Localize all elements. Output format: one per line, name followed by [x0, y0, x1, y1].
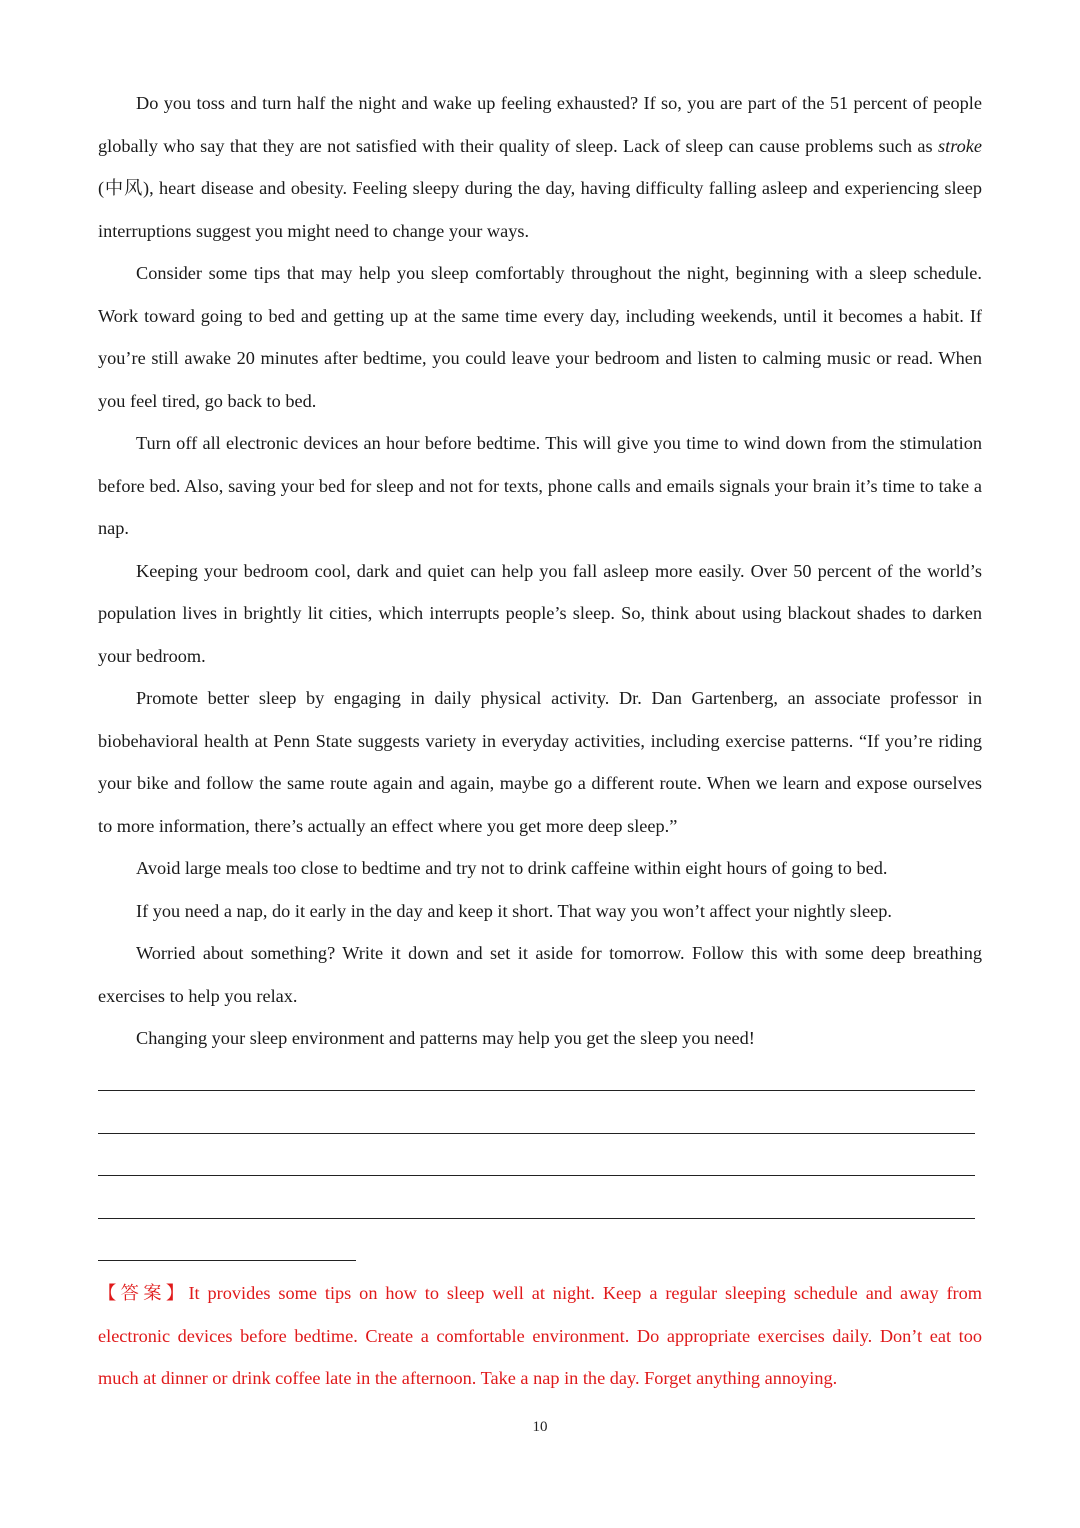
paragraph-7: If you need a nap, do it early in the day and keep it short. That way you won’t affect your nightly sleep.: [136, 900, 892, 921]
paragraph-4: Keeping your bedroom cool, dark and quiet can help you fall asleep more easily. Over 50 percent of the world’s population lives in brightly lit cities, which interrupts people’s sleep. So, think about using blackout shades to darken your bedroom.: [98, 560, 982, 666]
paragraph-5: Promote better sleep by engaging in daily physical activity. Dr. Dan Gartenberg, an associate professor in biobehavioral health at Penn State suggests variety in everyday activities, including exercise patterns. “If you’re riding your bike and follow the same route again and again, maybe go a different route. When we learn and expose ourselves to more information, there’s actually an effect where you get more deep sleep.”: [98, 688, 982, 836]
page-number: 10: [532, 1419, 548, 1435]
answer-block: [98, 1272, 982, 1400]
article-body: [98, 82, 982, 1060]
paragraph-2: Consider some tips that may help you sleep comfortably throughout the night, beginning with a sleep schedule. Work toward going to bed and getting up at the same time every day, including weekends, until it becomes a habit. If you’re still awake 20 minutes after bedtime, you could leave your bedroom and listen to calming music or read. When you feel tired, go back to bed.: [98, 263, 982, 411]
writing-line: [98, 1133, 975, 1134]
writing-line: [98, 1218, 975, 1219]
paragraph-6: Avoid large meals too close to bedtime and try not to drink caffeine within eight hours of going to bed.: [136, 858, 888, 878]
writing-line-short: [98, 1260, 356, 1261]
paragraph-1: Do you toss and turn half the night and wake up feeling exhausted? If so, you are part of the 51 percent of people globally who say that they are not satisfied with their quality of sleep. Lack of sleep can cause problems such as stroke (中风), heart disease and obesity. Feeling sleepy during the day, having difficulty falling asleep and experiencing sleep interruptions suggest you might need to change your ways.: [98, 93, 982, 241]
italic-term: stroke: [938, 135, 982, 156]
answer-tag: 【答案】: [98, 1283, 189, 1303]
paragraph-8: Worried about something? Write it down and set it aside for tomorrow. Follow this with some deep breathing exercises to help you relax.: [98, 943, 982, 1006]
writing-line: [98, 1090, 975, 1091]
paragraph-9: Changing your sleep environment and patterns may help you get the sleep you need!: [136, 1028, 755, 1048]
answer-text: It provides some tips on how to sleep well at night. Keep a regular sleeping schedule and away from electronic devices before bedtime. Create a comfortable environment. Do appropriate exercises daily. Don’t eat too much at dinner or drink coffee late in the afternoon. Take a nap in the day. Forget anything annoying.: [98, 1283, 982, 1388]
writing-line: [98, 1175, 975, 1176]
paragraph-3: Turn off all electronic devices an hour before bedtime. This will give you time to wind down from the stimulation before bed. Also, saving your bed for sleep and not for texts, phone calls and emails signals your brain it’s time to take a nap.: [98, 433, 982, 538]
answer-writing-lines: [98, 1090, 975, 1260]
